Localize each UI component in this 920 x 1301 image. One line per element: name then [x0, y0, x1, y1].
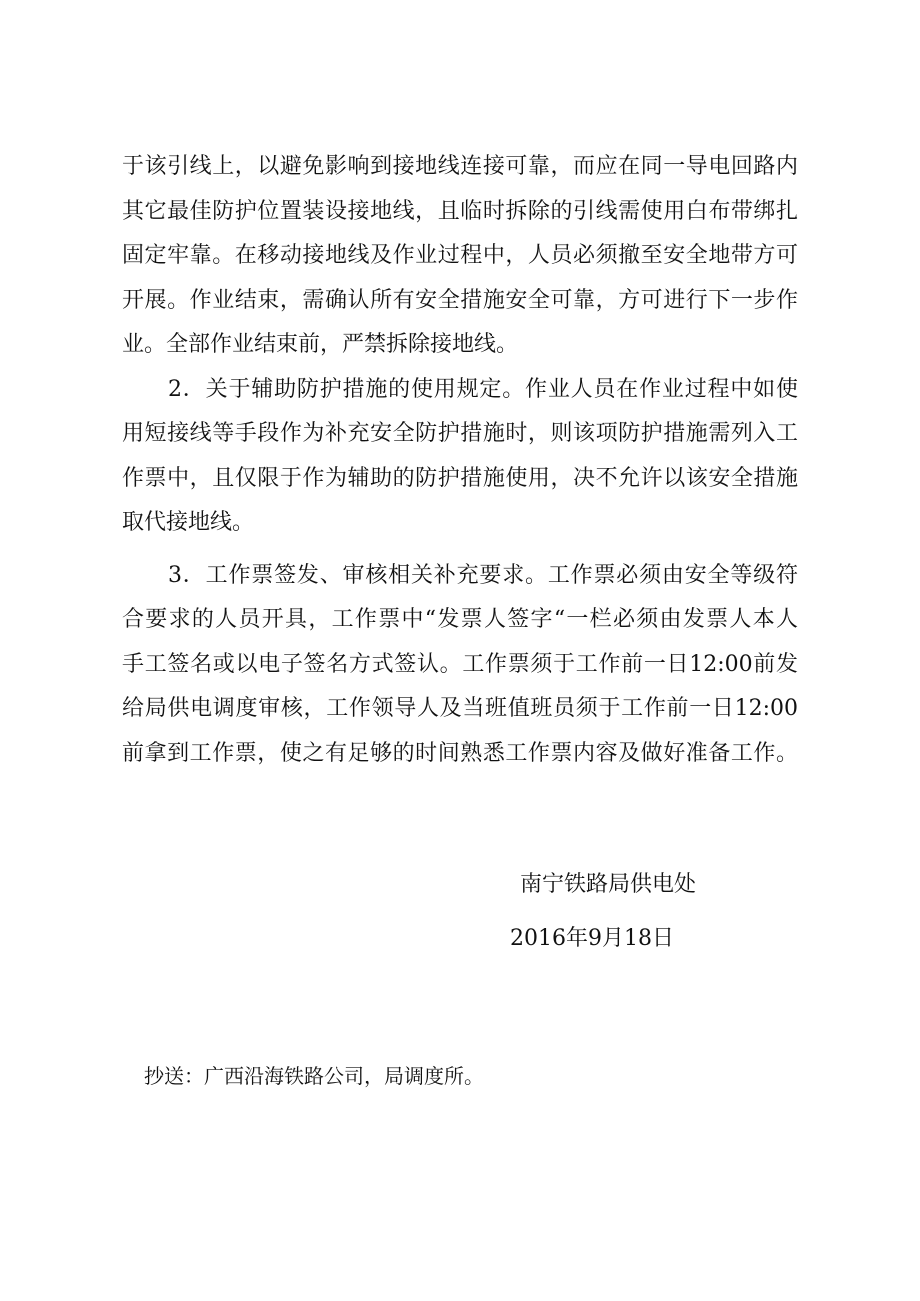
body-text-line: 用短接线等手段作为补充安全防护措施时，则该项防护措施需列入工: [122, 421, 798, 446]
body-text-line: 作票中，且仅限于作为辅助的防护措施使用，决不允许以该安全措施: [122, 466, 798, 491]
body-text-line: 3．工作票签发、审核相关补充要求。工作票必须由安全等级符: [168, 563, 798, 588]
body-text-line: 固定牢靠。在移动接地线及作业过程中，人员必须撤至安全地带方可: [122, 243, 798, 268]
body-text-line: 开展。作业结束，需确认所有安全措施安全可靠，方可进行下一步作: [122, 288, 798, 313]
body-text-line: 2．关于辅助防护措施的使用规定。作业人员在作业过程中如使: [168, 377, 798, 402]
body-text-line: 前拿到工作票，使之有足够的时间熟悉工作票内容及做好准备工作。: [122, 741, 798, 766]
body-text-line: 其它最佳防护位置装设接地线，且临时拆除的引线需使用白布带绑扎: [122, 199, 798, 224]
cc-recipients: 抄送：广西沿海铁路公司，局调度所。: [144, 1064, 484, 1088]
body-text-line: 于该引线上，以避免影响到接地线连接可靠，而应在同一导电回路内: [122, 154, 798, 179]
issuing-organization: 南宁铁路局供电处: [520, 872, 697, 897]
body-text-line: 取代接地线。: [122, 510, 255, 535]
body-text-line: 业。全部作业结束前，严禁拆除接地线。: [122, 332, 519, 357]
body-text-line: 给局供电调度审核，工作领导人及当班值班员须于工作前一日12:00: [122, 696, 798, 721]
body-text-line: 手工签名或以电子签名方式签认。工作票须于工作前一日12:00前发: [122, 652, 798, 677]
body-text-line: 合要求的人员开具，工作票中“发票人签字“一栏必须由发票人本人: [122, 607, 798, 632]
issue-date: 2016年9月18日: [510, 926, 674, 951]
